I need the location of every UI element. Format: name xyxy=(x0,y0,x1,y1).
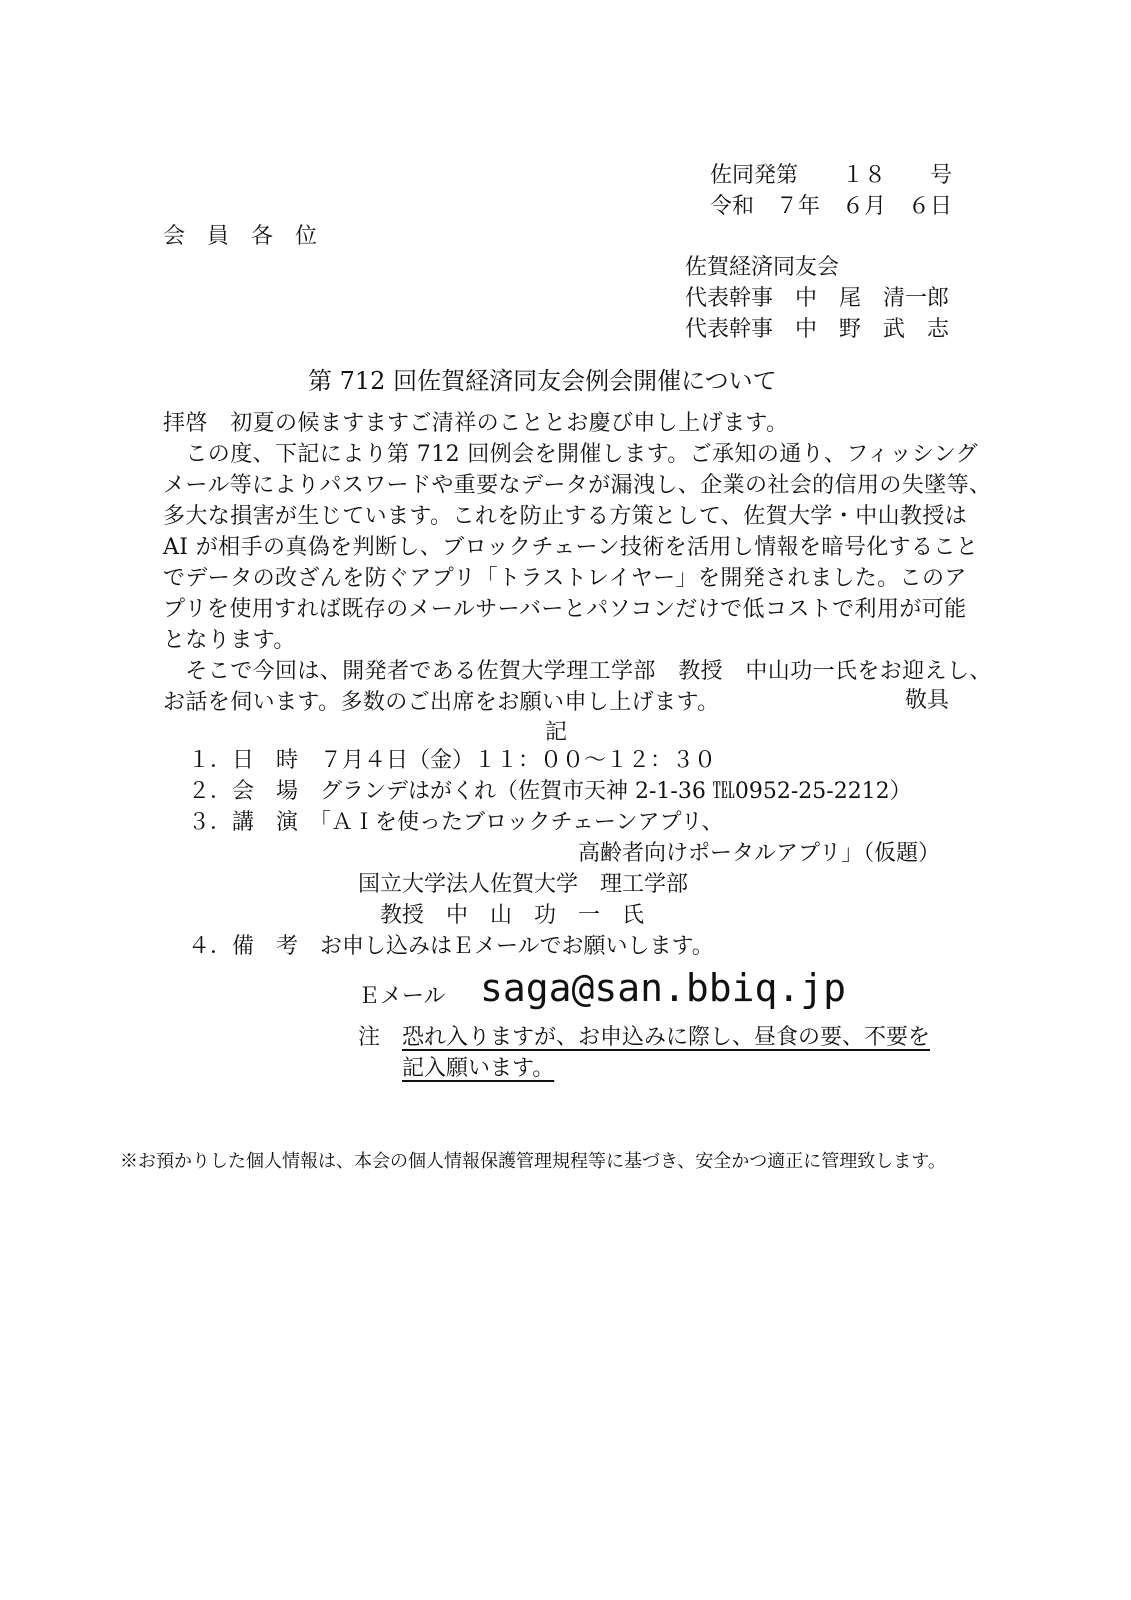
speaker-name: 教授 中 山 功 一 氏 xyxy=(380,903,645,928)
detail-remarks: ４．備 考 お申し込みはＥメールでお願いします。 xyxy=(188,934,714,959)
body-line: この度、下記により第 712 回例会を開催します。ご承知の通り、フィッシング xyxy=(163,442,979,467)
note-line-2: 記入願います。 xyxy=(402,1056,555,1081)
document-title: 第 712 回佐賀経済同友会例会開催について xyxy=(308,367,777,395)
representative-2: 代表幹事 中 野 武 志 xyxy=(685,317,950,342)
detail-datetime: １．日 時 ７月４日（金）１１：００～１２：３０ xyxy=(188,748,717,773)
issue-date: 令和 ７年 ６月 ６日 xyxy=(710,194,953,219)
detail-lecture: ３．講 演 「ＡＩを使ったブロックチェーンアプリ、 xyxy=(188,810,724,835)
recipient: 会 員 各 位 xyxy=(163,224,318,249)
note-line-1: 恐れ入りますが、お申込みに際し、昼食の要、不要を xyxy=(402,1025,931,1050)
detail-lecture-cont: 高齢者向けポータルアプリ」（仮題） xyxy=(578,841,941,866)
representative-1: 代表幹事 中 尾 清一郎 xyxy=(685,286,950,311)
body-line: AI が相手の真偽を判断し、ブロックチェーン技術を活用し情報を暗号化すること xyxy=(163,535,979,560)
body-line: そこで今回は、開発者である佐賀大学理工学部 教授 中山功一氏をお迎えし、 xyxy=(163,659,992,684)
body-line: となります。 xyxy=(163,628,296,653)
body-line: お話を伺います。多数のご出席をお願い申し上げます。 xyxy=(163,690,720,715)
email-label: Ｅメール xyxy=(358,984,446,1009)
organization-name: 佐賀経済同友会 xyxy=(685,255,840,280)
document-number: 佐同発第 １８ 号 xyxy=(710,163,953,188)
note-mark: 注 xyxy=(358,1025,381,1050)
speaker-affiliation: 国立大学法人佐賀大学 理工学部 xyxy=(358,872,689,897)
privacy-footer: ※お預かりした個人情報は、本会の個人情報保護管理規程等に基づき、安全かつ適正に管理致します。 xyxy=(120,1151,946,1172)
ki-heading: 記 xyxy=(545,720,568,745)
body-line: 拝啓 初夏の候ますますご清祥のこととお慶び申し上げます。 xyxy=(163,411,789,436)
body-line: 多大な損害が生じています。これを防止する方策として、佐賀大学・中山教授は xyxy=(163,504,968,529)
detail-venue: ２．会 場 グランデはがくれ（佐賀市天神 2-1-36 ℡0952-25-2212） xyxy=(188,779,912,804)
body-line: でデータの改ざんを防ぐアプリ「トラストレイヤー」を開発されました。このア xyxy=(163,566,967,591)
body-line: メール等によりパスワードや重要なデータが漏洩し、企業の社会的信用の失墜等、 xyxy=(163,473,992,498)
closing-keigu: 敬具 xyxy=(905,688,950,713)
email-address[interactable]: saga@san.bbiq.jp xyxy=(480,966,847,1010)
body-line: プリを使用すれば既存のメールサーバーとパソコンだけで低コストで利用が可能 xyxy=(163,597,967,622)
